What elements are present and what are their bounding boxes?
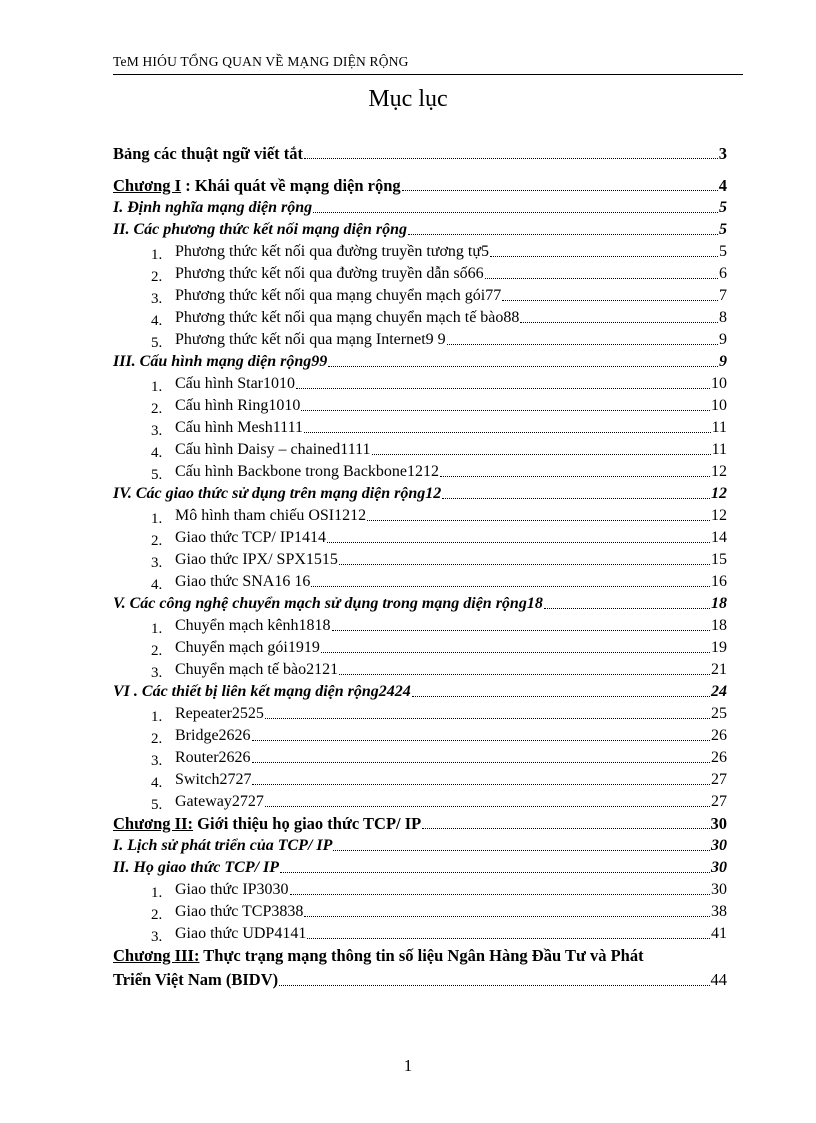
page-title: Mục lục [368,86,448,112]
page-number: 14 [711,529,727,546]
item-number: 3. [151,555,163,571]
page-number: 10 [711,397,727,414]
toc-item[interactable]: 1. Repeater2525 25 [151,705,727,725]
toc-item[interactable]: 1. Mô hình tham chiếu OSI1212 12 [151,507,727,527]
toc-item[interactable]: 2. Bridge2626 26 [151,727,727,747]
page-number: 27 [711,793,727,810]
page-number: 15 [711,551,727,568]
toc-item[interactable]: 5. Cấu hình Backbone trong Backbone1212 12 [151,463,727,483]
toc-item[interactable]: 2. Chuyển mạch gói1919 19 [151,639,727,659]
item-number: 2. [151,401,163,417]
toc-item[interactable]: 3. Router2626 26 [151,749,727,769]
toc-section-c2sec1[interactable]: I. Lịch sử phát triển của TCP/ IP 30 [113,837,727,854]
page-number: 26 [711,749,727,766]
toc-item[interactable]: 2. Giao thức TCP/ IP1414 14 [151,529,727,549]
toc-section-sec5[interactable]: V. Các công nghệ chuyển mạch sử dụng trong mạng diện rộng18 18 [113,595,727,612]
toc-item[interactable]: 4. Switch2727 27 [151,771,727,791]
page-number: 27 [711,771,727,788]
item-number: 1. [151,885,163,901]
page-number: 12 [711,463,727,480]
toc-section-sec4[interactable]: IV. Các giao thức sử dụng trên mạng diện rộng12 12 [113,485,727,502]
toc-item[interactable]: 4. Phương thức kết nối qua mạng chuyển mạch tế bào88 8 [151,309,727,329]
toc-item[interactable]: 3. Cấu hình Mesh1111 11 [151,419,727,439]
toc-item[interactable]: 1. Cấu hình Star1010 10 [151,375,727,395]
toc-item[interactable]: 5. Gateway2727 27 [151,793,727,813]
running-header: TeM HIÓU TỔNG QUAN VỀ MẠNG DIỆN RỘNG [113,54,743,75]
table-of-contents [113,142,727,992]
page-number: 5 [719,199,727,216]
page-number: 12 [711,485,727,502]
toc-item[interactable]: 2. Cấu hình Ring1010 10 [151,397,727,417]
item-number: 3. [151,665,163,681]
page-number: 8 [719,309,727,326]
toc-item[interactable]: 1. Giao thức IP3030 30 [151,881,727,901]
page-number: 30 [711,881,727,898]
toc-section-sec1[interactable]: I. Định nghĩa mạng diện rộng 5 [113,199,727,216]
toc-item[interactable]: 2. Giao thức TCP3838 38 [151,903,727,923]
page-number: 30 [710,814,727,833]
item-number: 5. [151,797,163,813]
item-number: 3. [151,929,163,945]
item-number: 5. [151,335,163,351]
item-number: 2. [151,533,163,549]
item-number: 3. [151,423,163,439]
item-number: 4. [151,775,163,791]
toc-item[interactable]: 3. Phương thức kết nối qua mạng chuyển mạch gói77 7 [151,287,727,307]
toc-item[interactable]: 1. Chuyển mạch kênh1818 18 [151,617,727,637]
page-number: 11 [711,441,727,458]
toc-item[interactable]: 3. Chuyển mạch tế bào2121 21 [151,661,727,681]
page-number: 12 [711,507,727,524]
page-number: 16 [711,573,727,590]
page-number: 21 [711,661,727,678]
page-number: 18 [711,595,727,612]
toc-section-sec2[interactable]: II. Các phương thức kết nối mạng diện rộng 5 [113,221,727,238]
page-number: 10 [711,375,727,392]
toc-item[interactable]: 4. Giao thức SNA16 16 16 [151,573,727,593]
page-number: 9 [719,353,727,370]
item-number: 1. [151,709,163,725]
item-number: 2. [151,731,163,747]
item-number: 1. [151,621,163,637]
page-number: 30 [711,859,727,876]
page-number: 3 [718,144,727,163]
item-number: 1. [151,379,163,395]
toc-abbrev[interactable]: Bảng các thuật ngữ viết tắt 3 [113,144,727,163]
page-number: 18 [711,617,727,634]
toc-section-sec3[interactable]: III. Cấu hình mạng diện rộng99 9 [113,353,727,370]
item-number: 2. [151,643,163,659]
item-number: 4. [151,577,163,593]
page-number: 6 [719,265,727,282]
item-number: 3. [151,753,163,769]
toc-section-sec6[interactable]: VI . Các thiết bị liên kết mạng diện rộng2424 24 [113,683,727,700]
item-number: 3. [151,291,163,307]
page-number: 41 [711,925,727,942]
page-number: 7 [719,287,727,304]
item-number: 2. [151,269,163,285]
item-number: 1. [151,511,163,527]
page-number: 24 [711,683,727,700]
item-number: 1. [151,247,163,263]
toc-item[interactable]: 4. Cấu hình Daisy – chained1111 11 [151,441,727,461]
item-number: 5. [151,467,163,483]
page-footer-number: 1 [403,1056,413,1075]
page-number: 38 [711,903,727,920]
page-number: 26 [711,727,727,744]
page-number: 25 [711,705,727,722]
toc-item[interactable]: 1. Phương thức kết nối qua đường truyền tương tự5 5 [151,243,727,263]
page-number: 30 [711,837,727,854]
page-number: 44 [710,970,727,989]
page-number: 5 [719,221,727,238]
page-number: 4 [718,176,727,195]
page-number: 11 [711,419,727,436]
toc-chapter-2[interactable]: Chương II: Giới thiệu họ giao thức TCP/ IP 30 [113,814,727,833]
toc-chapter-1[interactable]: Chương I : Khái quát về mạng diện rộng 4 [113,176,727,195]
toc-item[interactable]: 3. Giao thức UDP4141 41 [151,925,727,945]
item-number: 2. [151,907,163,923]
toc-item[interactable]: 2. Phương thức kết nối qua đường truyền dẫn số66 6 [151,265,727,285]
page-number: 19 [711,639,727,656]
item-number: 4. [151,445,163,461]
page-number: 5 [719,243,727,260]
item-number: 4. [151,313,163,329]
toc-section-c2sec2[interactable]: II. Họ giao thức TCP/ IP 30 [113,859,727,876]
page-number: 9 [719,331,727,348]
toc-chapter-3[interactable]: Chương III: Thực trạng mạng thông tin số liệu Ngân Hàng Đầu Tư và Phát Triển Việt Nam (BIDV) 44 [113,944,727,992]
toc-item[interactable]: 3. Giao thức IPX/ SPX1515 15 [151,551,727,571]
toc-item[interactable]: 5. Phương thức kết nối qua mạng Internet9 9 9 [151,331,727,351]
